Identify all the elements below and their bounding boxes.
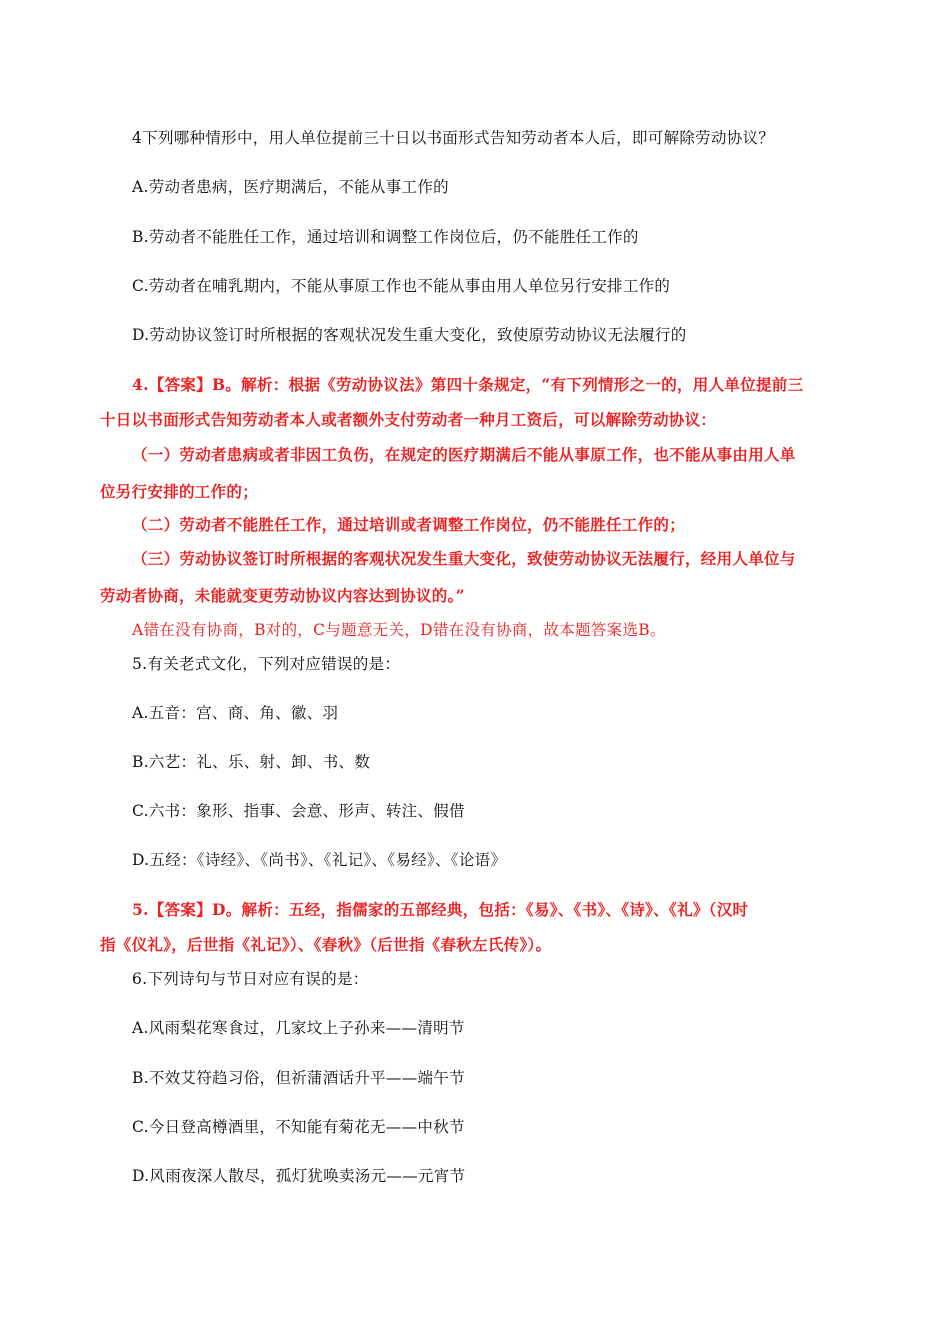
q4-answer-line-5: （二）劳动者不能胜任工作，通过培训或者调整工作岗位，仍不能胜任工作的； (132, 515, 686, 534)
q5-option-b: B.六艺：礼、乐、射、卸、书、数 (132, 753, 371, 771)
q5-option-c: C.六书：象形、指事、会意、形声、转注、假借 (132, 802, 465, 820)
q5-option-d: D.五经：《诗经》、《尚书》、《礼记》、《易经》、《论语》 (132, 851, 507, 869)
q4-option-c: C.劳动者在哺乳期内，不能从事原工作也不能从事由用人单位另行安排工作的 (132, 277, 671, 295)
q4-answer-note: A错在没有协商，B对的，C与题意无关，D错在没有协商，故本题答案选B。 (132, 621, 666, 639)
q4-option-a: A.劳动者患病，医疗期满后，不能从事工作的 (132, 178, 449, 196)
q6-option-b: B.不效艾符趋习俗，但祈蒲酒话升平——端午节 (132, 1069, 465, 1087)
q4-answer-line-6: （三）劳动协议签订时所根据的客观状况发生重大变化，致使劳动协议无法履行，经用人单位与 (132, 549, 796, 568)
q5-option-a: A.五音：宫、商、角、徽、羽 (132, 704, 339, 722)
q4-question: 4下列哪种情形中，用人单位提前三十日以书面形式告知劳动者本人后，即可解除劳动协议？ (132, 129, 775, 147)
q5-answer-line-1: 5.【答案】D。解析：五经，指儒家的五部经典，包括：《易》、《书》、《诗》、《礼》（汉时 (132, 900, 749, 919)
q4-answer-line-1: 4.【答案】B。解析：根据《劳动协议法》第四十条规定，“有下列情形之一的，用人单位提前三 (132, 375, 804, 394)
q4-answer-line-3: （一）劳动者患病或者非因工负伤，在规定的医疗期满后不能从事原工作，也不能从事由用人单 (132, 445, 796, 464)
q4-answer-line-7: 劳动者协商，未能就变更劳动协议内容达到协议的。” (100, 586, 465, 605)
q6-option-a: A.风雨梨花寒食过，几家坟上子孙来——清明节 (132, 1019, 465, 1037)
q4-option-d: D.劳动协议签订时所根据的客观状况发生重大变化，致使原劳动协议无法履行的 (132, 326, 687, 344)
q4-answer-line-2: 十日以书面形式告知劳动者本人或者额外支付劳动者一种月工资后，可以解除劳动协议： (100, 410, 717, 429)
q4-option-b: B.劳动者不能胜任工作，通过培训和调整工作岗位后，仍不能胜任工作的 (132, 228, 639, 246)
q5-question: 5.有关老式文化，下列对应错误的是： (132, 655, 401, 673)
q6-option-d: D.风雨夜深人散尽，孤灯犹唤卖汤元——元宵节 (132, 1167, 466, 1185)
q5-answer-line-2: 指《仪礼》，后世指《礼记》）、《春秋》（后世指《春秋左氏传》）。 (100, 935, 552, 954)
q6-option-c: C.今日登高樽酒里，不知能有菊花无——中秋节 (132, 1118, 465, 1136)
q6-question: 6.下列诗句与节日对应有误的是： (132, 970, 369, 988)
q4-answer-line-4: 位另行安排的工作的； (100, 482, 259, 501)
